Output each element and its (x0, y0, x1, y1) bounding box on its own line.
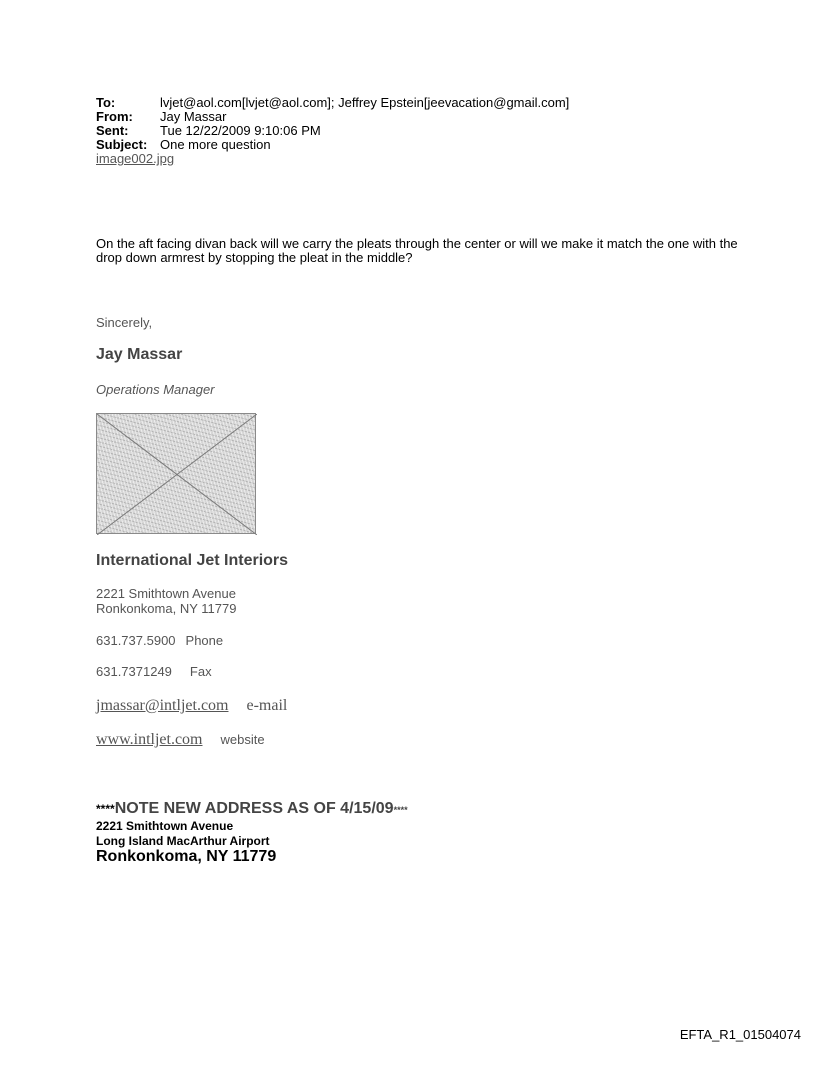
phone-number: 631.737.5900 (96, 633, 176, 648)
email-header (96, 96, 569, 166)
fax-label: Fax (189, 664, 212, 679)
subject-value: One more question (160, 137, 271, 152)
to-label: To: (96, 95, 116, 110)
subject-row (96, 138, 569, 152)
signature-title: Operations Manager (96, 382, 215, 397)
new-address-line-3: Ronkonkoma, NY 11779 (96, 848, 277, 865)
from-value: Jay Massar (160, 109, 227, 124)
fax-row (96, 664, 212, 679)
from-label: From: (96, 109, 133, 124)
company-name: International Jet Interiors (96, 552, 289, 569)
new-address-line-1: 2221 Smithtown Avenue (96, 819, 234, 833)
website-row (96, 731, 265, 749)
address-line-2: Ronkonkoma, NY 11779 (96, 601, 237, 616)
email-label: e-mail (246, 697, 288, 714)
sent-value: Tue 12/22/2009 9:10:06 PM (160, 123, 321, 138)
phone-row (96, 633, 223, 648)
website-label: website (220, 732, 265, 747)
sent-row (96, 124, 569, 138)
signature-name: Jay Massar (96, 346, 183, 363)
note-prefix: **** (96, 802, 115, 816)
to-value: lvjet@aol.com[lvjet@aol.com]; Jeffrey Epstein[jeevacation@gmail.com] (160, 95, 570, 110)
new-address-line-2: Long Island MacArthur Airport (96, 834, 270, 848)
document-id: EFTA_R1_01504074 (679, 1027, 801, 1042)
from-row (96, 110, 569, 124)
attachment-link[interactable]: image002.jpg (96, 151, 175, 166)
email-body: On the aft facing divan back will we carry the pleats through the center or will we make it match the one with the drop down armrest by stopping the pleat in the middle? (96, 236, 738, 265)
email-link[interactable]: jmassar@intljet.com (96, 697, 229, 714)
note-suffix: **** (393, 805, 408, 815)
fax-number: 631.7371249 (96, 664, 172, 679)
note-text: NOTE NEW ADDRESS AS OF 4/15/09 (114, 800, 394, 817)
broken-image-icon (97, 414, 257, 535)
address-line-1: 2221 Smithtown Avenue (96, 586, 236, 601)
phone-label: Phone (185, 633, 224, 648)
website-link[interactable]: www.intljet.com (96, 731, 203, 748)
email-row (96, 697, 287, 715)
closing-text: Sincerely, (96, 315, 153, 330)
company-address (96, 586, 236, 616)
missing-image-placeholder (96, 413, 256, 534)
address-change-note (96, 800, 408, 818)
subject-label: Subject: (96, 137, 148, 152)
to-row (96, 96, 569, 110)
sent-label: Sent: (96, 123, 129, 138)
